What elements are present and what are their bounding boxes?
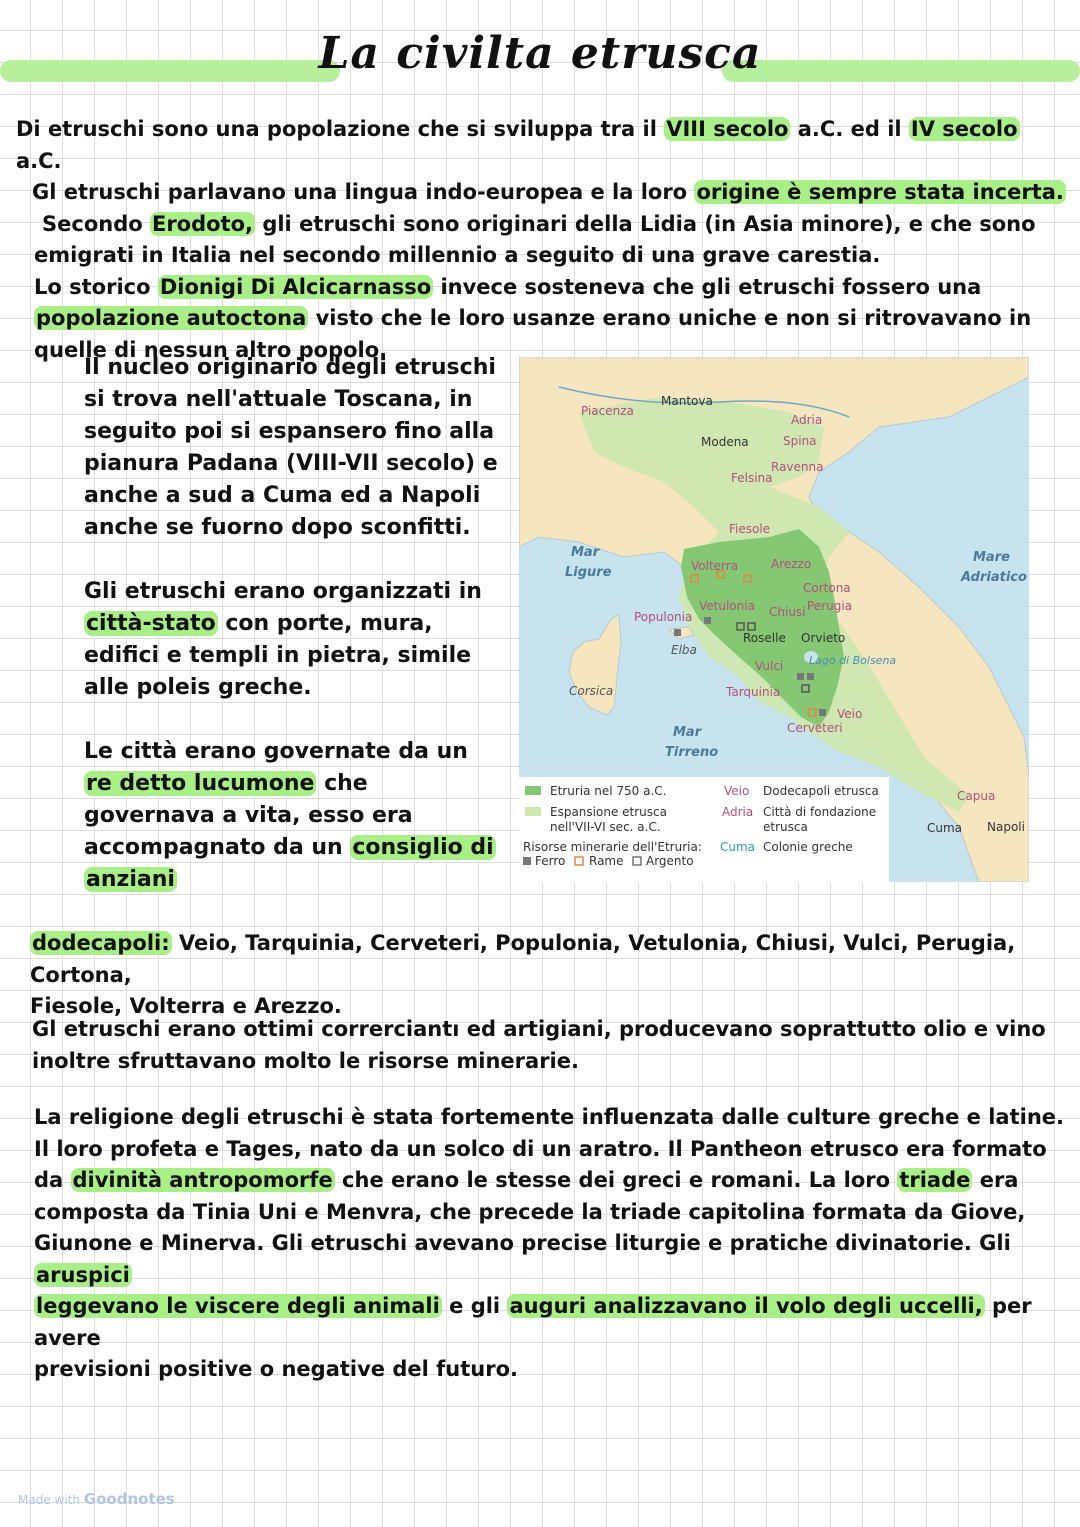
intro-line-7: quelle di nessun altro popolo. [34, 337, 388, 362]
label-mar-ligure-1: Mar [571, 545, 600, 560]
ferro-marker [819, 709, 826, 716]
citta-line: città-stato con porte, mura, [86, 611, 433, 636]
label-vetulonia: Vetulonia [699, 599, 755, 613]
religione-line-3: da divinità antropomorfe che erano le stesse dei greci e romani. La loro triade era [34, 1168, 1019, 1192]
intro-line-1: Di etruschi sono una popolazione che si sviluppa tra il VIII secolo a.C. ed il IV secolo a.C. [16, 117, 1018, 173]
citta-line: Gli etruschi erano organizzati in [84, 579, 482, 604]
origin-line: seguito poi si espansero fino alla [84, 419, 495, 444]
watermark-brand: Goodnotes [83, 1490, 175, 1508]
lucumone-line: Le città erano governate da un [84, 739, 468, 764]
label-capua: Capua [957, 789, 996, 803]
legend-ferro-swatch [523, 857, 531, 865]
label-volterra: Volterra [691, 559, 739, 573]
religione-line-6: leggevano le viscere degli animali e gli auguri analizzavano il volo degli uccelli, per avere [34, 1294, 1032, 1350]
label-roselle: Roselle [743, 631, 786, 645]
intro-paragraph [16, 114, 1066, 366]
legend-colonie: Colonie greche [763, 840, 853, 854]
label-felsina: Felsina [731, 471, 773, 485]
legend-argento: Argento [646, 854, 694, 868]
legend-espansione-2: nell'VII-VI sec. a.C. [550, 820, 661, 834]
dodecapoli-line-2: Fiesole, Volterra e Arezzo. [30, 994, 342, 1018]
citta-line: alle poleis greche. [84, 675, 312, 700]
dodecapoli-paragraph [30, 928, 1070, 1023]
label-perugia: Perugia [807, 599, 853, 613]
legend-rame: Rame [589, 854, 624, 868]
legend-cuma: Cuma [720, 840, 756, 854]
legend-etruria: Etruria nel 750 a.C. [550, 784, 667, 798]
goodnotes-watermark [18, 1490, 175, 1508]
watermark-made: Made with [18, 1493, 80, 1507]
legend-etruria-swatch [525, 786, 541, 795]
legend-espansione-swatch [525, 807, 541, 816]
label-mantova: Mantova [661, 394, 713, 408]
religione-line-5: Giunone e Minerva. Gli etruschi avevano precise liturgie e pratiche divinatorie. Gli aruspici [34, 1231, 1011, 1287]
label-cortona: Cortona [803, 581, 851, 595]
religione-line-1: La religione degli etruschi è stata fortemente influenzata dalle culture greche e latine. [34, 1105, 1065, 1129]
origin-line: Il nucleo originario degli etruschi [84, 355, 496, 380]
etruria-map [519, 357, 1029, 882]
religione-line-4: composta da Tinia Uni e Menvra, che precede la triade capitolina formata da Giove, [34, 1199, 1026, 1224]
lucumone-paragraph [84, 736, 504, 896]
lucumone-line: governava a vita, esso era [84, 803, 413, 828]
label-mar-tirreno-2: Tirreno [665, 745, 719, 760]
legend-adria: Adria [722, 805, 754, 819]
legend-veio: Veio [724, 784, 750, 798]
label-vulci: Vulci [755, 659, 784, 673]
label-adria: Adria [791, 413, 823, 427]
legend-ferro: Ferro [535, 854, 566, 868]
ferro-marker [704, 617, 711, 624]
label-modena: Modena [701, 435, 749, 449]
religione-paragraph [34, 1102, 1074, 1386]
label-napoli: Napoli [987, 820, 1025, 834]
legend-citta-1: Città di fondazione [763, 805, 877, 819]
religione-line-2: Il loro profeta e Tages, nato da un solco di un aratro. Il Pantheon etrusco era formato [34, 1136, 1047, 1161]
commercio-line-2: inoltre sfruttavano molto le risorse minerarie. [32, 1048, 579, 1073]
citta-stato-paragraph [84, 576, 504, 704]
intro-line-6: popolazione autoctona visto che le loro usanze erano uniche e non si ritrovavano in [36, 306, 1032, 330]
intro-line-2: Gl etruschi parlavano una lingua indo-europea e la loro origine è sempre stata incerta. [32, 180, 1064, 204]
legend-espansione-1: Espansione etrusca [550, 805, 667, 819]
legend-risorse: Risorse minerarie dell'Etruria: [523, 840, 702, 854]
label-lago-bolsena: Lago di Bolsena [809, 654, 897, 667]
label-mare-adriatico-1: Mare [973, 550, 1010, 565]
label-mare-adriatico-2: Adriatico [961, 570, 1027, 585]
lucumone-line: anziani [86, 867, 175, 892]
label-cuma: Cuma [927, 821, 963, 835]
commercio-paragraph [32, 1014, 1072, 1077]
left-column [84, 352, 504, 896]
ferro-marker [674, 629, 681, 636]
label-cerveteri: Cerveteri [787, 721, 843, 735]
label-arezzo: Arezzo [771, 557, 812, 571]
page-title: La civilta etrusca [318, 28, 762, 79]
ferro-marker [797, 673, 804, 680]
map-svg [519, 357, 1029, 882]
label-corsica: Corsica [569, 684, 614, 698]
label-mar-ligure-2: Ligure [565, 565, 612, 580]
intro-line-3: Secondo Erodoto, gli etruschi sono originari della Lidia (in Asia minore), e che sono [42, 211, 1036, 236]
origin-line: anche se fuorno dopo sconfitti. [84, 515, 471, 540]
citta-line: edifici e templi in pietra, simile [84, 643, 472, 668]
label-piacenza: Piacenza [581, 404, 634, 418]
label-ravenna: Ravenna [771, 460, 824, 474]
legend-dodecapoli: Dodecapoli etrusca [763, 784, 879, 798]
commercio-line-1: Gl etruschi erano ottimi correrciantı ed artigiani, producevano soprattutto olio e vino [32, 1017, 1046, 1041]
label-tarquinia: Tarquinia [726, 685, 781, 699]
intro-line-4: emigrati in Italia nel secondo millennio a seguito di una grave carestia. [34, 243, 881, 267]
lucumone-line: re detto lucumone che [86, 771, 368, 796]
religione-line-7: previsioni positive o negative del futuro. [34, 1357, 518, 1381]
legend-citta-2: etrusca [763, 820, 808, 834]
origin-line: si trova nell'attuale Toscana, in [84, 387, 473, 412]
intro-line-5: Lo storico Dionigi Di Alcicarnasso invece sosteneva che gli etruschi fossero una [34, 274, 982, 299]
ferro-marker [807, 673, 814, 680]
dodecapoli-line-1: dodecapoli: Veio, Tarquinia, Cerveteri, Populonia, Vetulonia, Chiusi, Vulci, Perugia, Cortona, [30, 931, 1016, 987]
label-mar-tirreno-1: Mar [673, 725, 702, 740]
label-fiesole: Fiesole [729, 522, 771, 536]
label-orvieto: Orvieto [801, 631, 846, 645]
label-chiusi: Chiusi [769, 605, 806, 619]
lucumone-line: accompagnato da un consiglio di [84, 835, 494, 860]
origin-paragraph [84, 352, 504, 544]
label-elba: Elba [671, 643, 697, 657]
label-populonia: Populonia [634, 610, 693, 624]
label-veio: Veio [837, 707, 863, 721]
origin-line: pianura Padana (VIII-VII secolo) e [84, 451, 498, 476]
origin-line: anche a sud a Cuma ed a Napoli [84, 483, 481, 508]
label-spina: Spina [783, 434, 817, 448]
